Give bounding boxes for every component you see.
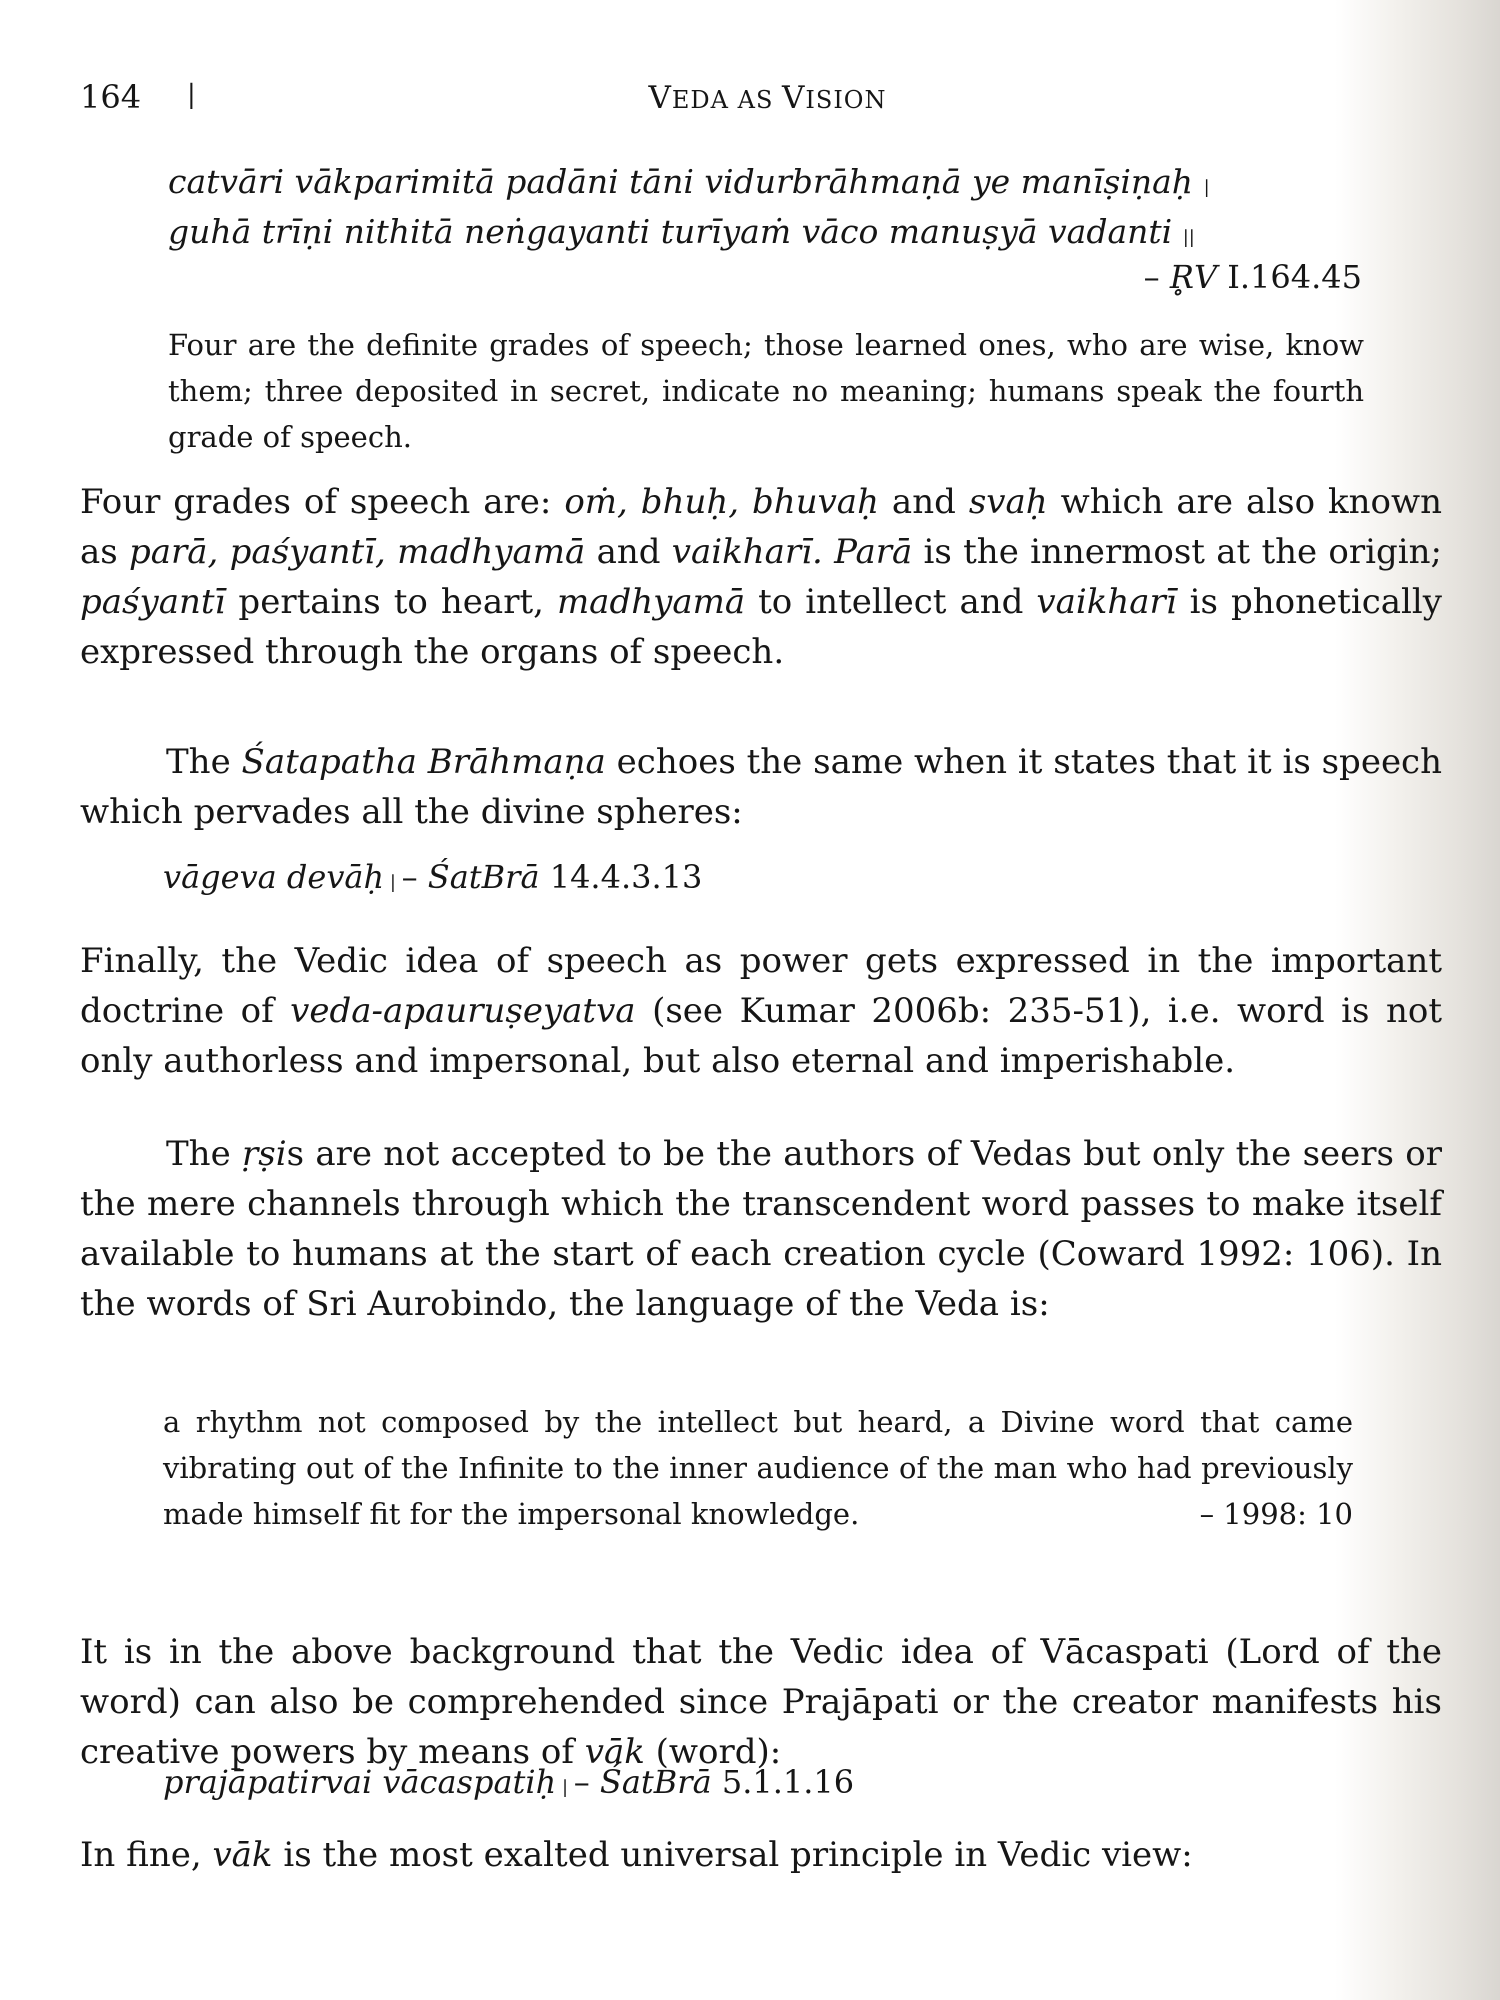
citation-source: ŚatBrā [427, 858, 540, 896]
text-run: Finally, the Vedic idea of speech as power gets expressed in the important doctrine of [80, 941, 1442, 1031]
text-run: to intellect and [745, 582, 1037, 622]
text-run: is phonetically expressed through the organs of speech. [80, 582, 1442, 672]
running-head-rest-1: EDA AS [671, 86, 783, 114]
text-run: and [585, 532, 672, 572]
paragraph-satapatha [80, 737, 1442, 837]
citation-source: R̥V [1169, 258, 1218, 296]
text-run: The [166, 1134, 242, 1174]
citation-source: ŚatBrā [599, 1763, 712, 1801]
paragraph-vacaspati [80, 1627, 1442, 1777]
danda: | [556, 1777, 574, 1798]
quote-prajapati [163, 1763, 854, 1801]
citation-ref: I.164.45 [1217, 258, 1362, 296]
italic-term: vāk [584, 1732, 645, 1772]
citation-dash: – [401, 858, 428, 896]
paragraph-in-fine [80, 1830, 1442, 1880]
text-run: It is in the above background that the Vedic idea of Vācaspati (Lord of the word) can also be comprehended since Prajāpati or the creator manifests his creative powers by means of [80, 1632, 1442, 1772]
page-header [80, 78, 1420, 126]
verse-line-2 [168, 212, 1195, 251]
text-run: In fine, [80, 1835, 213, 1875]
running-head-rest-2: ISION [805, 86, 887, 114]
italic-term: oṁ, bhuḥ, bhuvaḥ [564, 482, 879, 522]
block-quote-text: a rhythm not composed by the intellect but heard, a Divine word that came vibrating out of the Infinite to the inner audience of the man who had previously made himself fit for the impersonal knowledge. [163, 1405, 1353, 1531]
quote-text: vāgeva devāḥ [163, 858, 385, 896]
verse-translation: Four are the definite grades of speech; those learned ones, who are wise, know them; three deposited in secret, indicate no meaning; humans speak the fourth grade of speech. [168, 328, 1364, 454]
danda: | [1203, 177, 1210, 198]
paragraph-speech-grades [80, 477, 1442, 677]
text-run: and [878, 482, 969, 522]
text-run: echoes the same when it states that it is speech which pervades all the divine spheres: [80, 742, 1442, 832]
citation-ref: 14.4.3.13 [539, 858, 703, 896]
paragraph-rsis [80, 1129, 1442, 1329]
header-separator: | [187, 80, 196, 110]
text-run: s are not accepted to be the authors of Vedas but only the seers or the mere channels through which the transcendent word passes to make itself available to humans at the start of each creation cycle (Coward 1992: 106). In the words of Sri Aurobindo, the language of the Veda is: [80, 1134, 1442, 1324]
text-run: is the innermost at the origin; [912, 532, 1442, 572]
text-run: (see Kumar 2006b: 235-51), i.e. word is not only authorless and impersonal, but also eternal and imperishable. [80, 991, 1442, 1081]
italic-term: madhyamā [556, 582, 746, 622]
paragraph-apauruseyatva [80, 936, 1442, 1086]
text-run: pertains to heart, [225, 582, 557, 622]
verse-line-1-text: catvāri vākparimitā padāni tāni vidurbrāhmaṇā ye manīṣiṇaḥ [168, 162, 1194, 201]
citation-ref: 5.1.1.16 [711, 1763, 855, 1801]
text-run: (word): [644, 1732, 782, 1772]
block-quote-aurobindo [163, 1399, 1353, 1537]
quote-vageva [163, 858, 702, 896]
italic-term: ṛṣi [242, 1134, 287, 1174]
verse-citation [900, 258, 1362, 296]
text-run: Four grades of speech are: [80, 482, 565, 522]
quote-text: prajāpatirvai vācaspatiḥ [163, 1763, 557, 1801]
block-quote-citation: – 1998: 10 [1199, 1497, 1353, 1531]
italic-term: vaikharī. Parā [671, 532, 913, 572]
italic-term: svaḥ [968, 482, 1048, 522]
text-run: is the most exalted universal principle in Vedic view: [272, 1835, 1193, 1875]
running-head [80, 80, 1455, 116]
verse-line-1 [168, 162, 1210, 201]
verse-line-2-text: guhā trīṇi nithitā neṅgayanti turīyaṁ vāco manuṣyā vadanti [168, 212, 1173, 251]
citation-dash: – [573, 1763, 600, 1801]
italic-term: paśyantī [80, 582, 226, 622]
page-number: 164 [80, 78, 142, 116]
citation-dash: – [1143, 258, 1170, 296]
text-run: The [166, 742, 242, 782]
italic-term: vāk [212, 1835, 273, 1875]
running-head-cap-2: V [782, 80, 806, 116]
italic-term: Śatapatha Brāhmaṇa [241, 742, 606, 782]
danda: | [384, 872, 402, 893]
text-run: which are also known as [80, 482, 1442, 572]
italic-term: vaikharī [1036, 582, 1177, 622]
running-head-cap-1: V [648, 80, 672, 116]
italic-term: parā, paśyantī, madhyamā [129, 532, 586, 572]
double-danda: || [1182, 227, 1195, 248]
italic-term: veda-apauruṣeyatva [290, 991, 636, 1031]
